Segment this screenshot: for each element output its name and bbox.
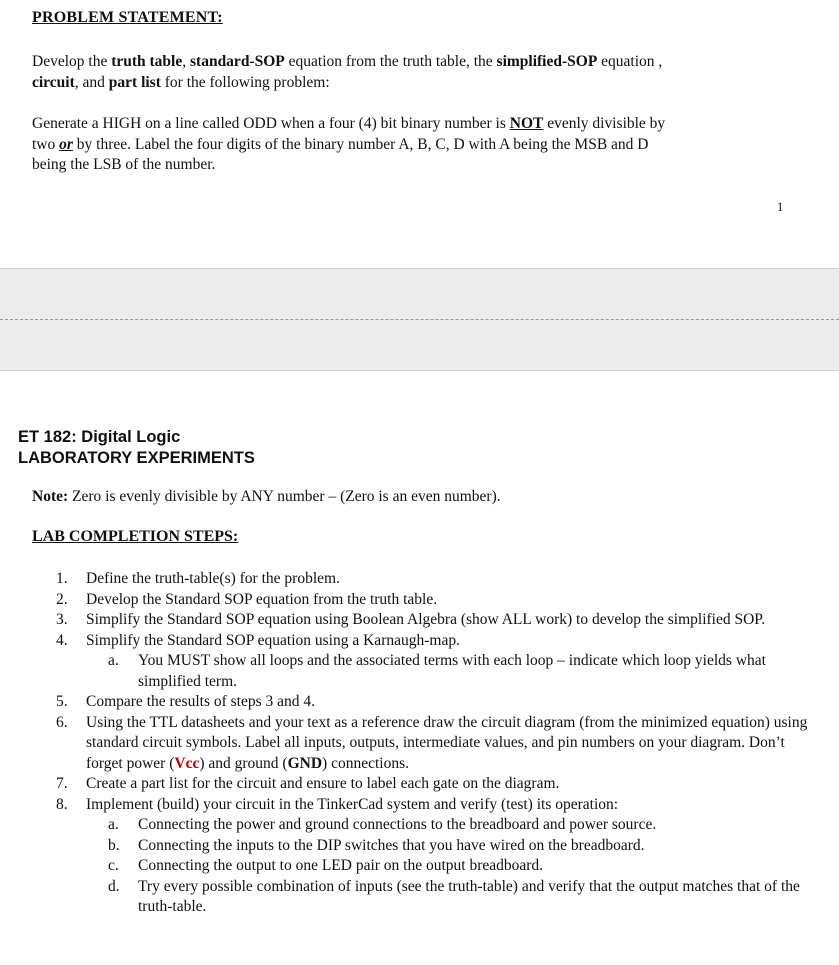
step-text: Simplify the Standard SOP equation using Boolean Algebra (show ALL work) to develop the simplified SOP. — [86, 611, 766, 628]
substep-text: Connecting the power and ground connections to the breadboard and power source. — [138, 816, 657, 833]
problem-paragraph-2 — [32, 114, 792, 176]
lab-title: LABORATORY EXPERIMENTS — [18, 449, 255, 467]
p1-truth-table: truth table — [111, 53, 183, 70]
p1-text-5: , and — [74, 73, 109, 91]
page-1 — [0, 0, 839, 268]
step-8a — [56, 815, 816, 836]
p2-text-5: being the LSB of the number. — [32, 156, 216, 173]
step-8 — [56, 795, 816, 816]
step-6-text-1: Using the TTL datasheets and your text as a reference draw the circuit diagram (from the minimized equation) using standard circuit symbols. Label all inputs, outputs, intermediate values, and pin numbers on your diagram. Don’t forget power ( — [86, 713, 808, 772]
substep-letter: b. — [108, 836, 120, 854]
step-5 — [56, 692, 816, 713]
step-text — [86, 713, 816, 775]
lab-steps-heading: LAB COMPLETION STEPS: — [32, 528, 239, 545]
page-break-divider — [0, 319, 839, 320]
step-8c — [56, 856, 816, 877]
step-8b — [56, 836, 816, 857]
page-number: 1 — [777, 200, 784, 214]
step-text: Develop the Standard SOP equation from the truth table. — [86, 590, 438, 608]
substep-text: You MUST show all loops and the associated terms with each loop – indicate which loop yields what simplified term. — [138, 652, 766, 690]
step-number: 3. — [56, 611, 68, 628]
p2-text-1: Generate a HIGH on a line called ODD when a four (4) bit binary number is — [32, 115, 510, 132]
vcc-label: Vcc — [174, 754, 200, 772]
step-8d — [56, 877, 816, 918]
step-text: Create a part list for the circuit and ensure to label each gate on the diagram. — [86, 775, 560, 792]
p1-text-3: equation from the truth table, the — [284, 53, 497, 70]
step-text: Define the truth-table(s) for the problem. — [86, 570, 340, 587]
substep-text: Connecting the output to one LED pair on the output breadboard. — [138, 857, 544, 874]
course-title: ET 182: Digital Logic — [18, 428, 181, 446]
p2-text-2: evenly divisible by — [543, 115, 666, 132]
note-text: Zero is evenly divisible by ANY number – (Zero is an even number). — [68, 488, 501, 505]
p1-text-4: equation , — [597, 53, 663, 70]
note-line — [32, 488, 501, 506]
step-6-text-3: ) connections. — [322, 754, 409, 772]
substep-letter: a. — [108, 816, 119, 833]
p1-circuit: circuit — [32, 73, 75, 91]
step-3 — [56, 610, 816, 631]
step-number: 7. — [56, 775, 68, 792]
problem-paragraph-1 — [32, 52, 792, 93]
note-label: Note: — [32, 488, 69, 505]
step-text: Implement (build) your circuit in the TinkerCad system and verify (test) its operation: — [86, 795, 619, 813]
step-6-text-2: ) and ground ( — [199, 754, 288, 772]
steps-list — [56, 569, 816, 918]
step-text: Simplify the Standard SOP equation using a Karnaugh-map. — [86, 631, 460, 649]
step-number: 1. — [56, 570, 68, 587]
p2-not-emphasis: NOT — [509, 115, 544, 132]
substep-text: Try every possible combination of inputs (see the truth-table) and verify that the output matches that of the truth-table. — [138, 877, 800, 915]
p1-text-6: for the following problem: — [160, 73, 330, 91]
step-1 — [56, 569, 816, 590]
step-number: 5. — [56, 693, 68, 710]
step-7 — [56, 774, 816, 795]
step-number: 4. — [56, 631, 68, 649]
page-gap — [0, 268, 839, 371]
step-4a — [56, 651, 816, 692]
step-text: Compare the results of steps 3 and 4. — [86, 693, 316, 710]
gnd-label: GND — [287, 754, 323, 772]
step-2 — [56, 590, 816, 611]
step-number: 2. — [56, 590, 68, 608]
p2-text-4: by three. Label the four digits of the binary number A, B, C, D with A being the MSB and D — [72, 135, 649, 153]
p1-simplified-sop: simplified-SOP — [496, 53, 598, 70]
substep-letter: a. — [108, 652, 119, 669]
page-2 — [0, 372, 839, 965]
step-6 — [56, 713, 816, 775]
substep-letter: c. — [108, 857, 119, 874]
p1-part-list: part list — [108, 73, 161, 91]
p2-or-emphasis: or — [59, 135, 73, 153]
p1-text-2: , — [182, 53, 190, 70]
step-4 — [56, 631, 816, 652]
step-number: 6. — [56, 713, 68, 731]
step-number: 8. — [56, 795, 68, 813]
p1-standard-sop: standard-SOP — [190, 53, 285, 70]
substep-text: Connecting the inputs to the DIP switches that you have wired on the breadboard. — [138, 836, 645, 854]
substep-letter: d. — [108, 877, 120, 895]
problem-statement-heading: PROBLEM STATEMENT: — [32, 9, 223, 26]
p2-text-3: two — [32, 135, 60, 153]
p1-text-1: Develop the — [32, 53, 112, 70]
